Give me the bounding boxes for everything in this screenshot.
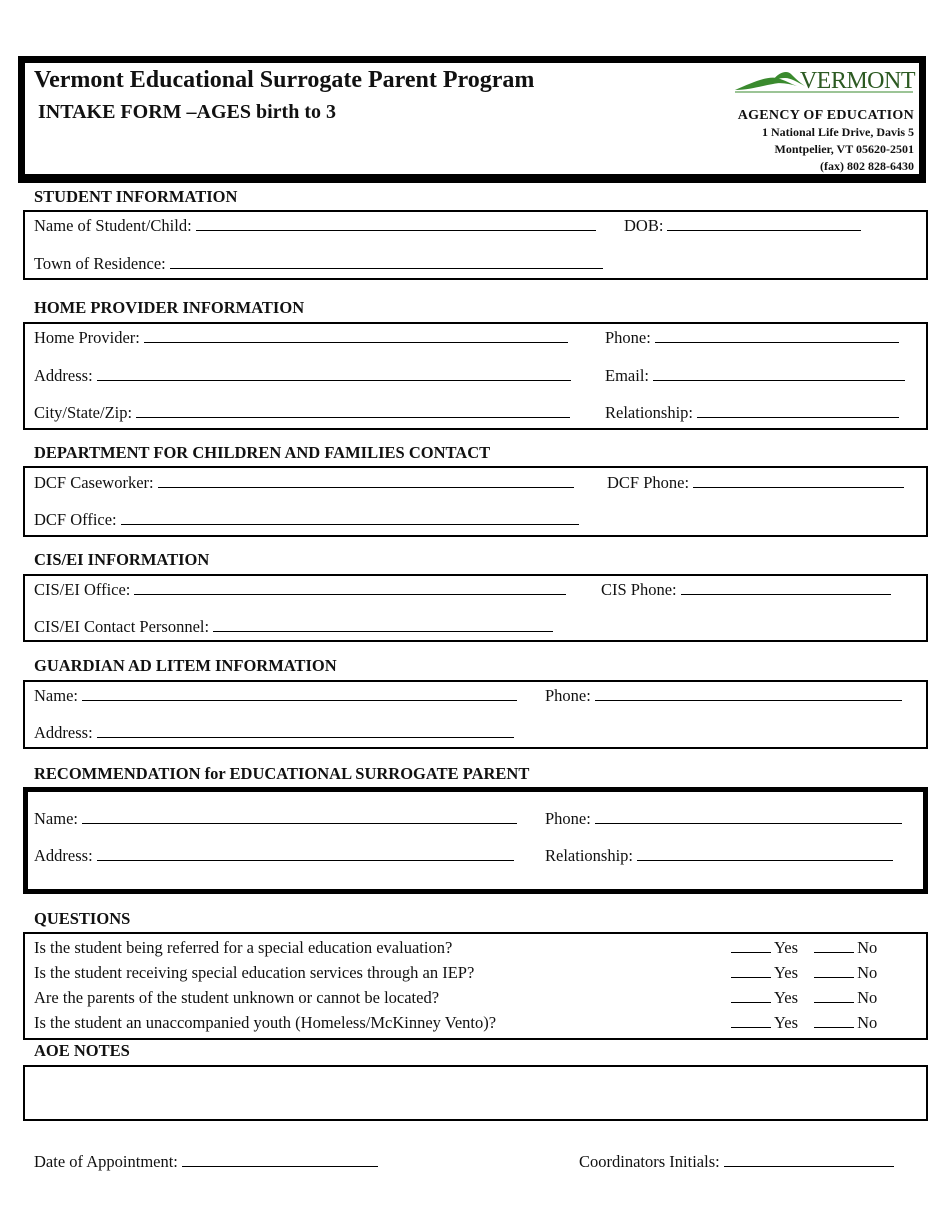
no-blank[interactable] — [814, 963, 854, 978]
yes-blank[interactable] — [731, 1013, 771, 1028]
home-phone-field[interactable] — [605, 328, 899, 348]
yes-blank[interactable] — [731, 938, 771, 953]
agency-fax: (fax) 802 828-6430 — [820, 159, 914, 173]
cis-contact-field[interactable] — [34, 617, 553, 637]
agency-address2: Montpelier, VT 05620-2501 — [774, 142, 914, 156]
gal-name-label: Name: — [34, 686, 78, 705]
home-heading: HOME PROVIDER INFORMATION — [34, 298, 305, 317]
initials-line[interactable] — [724, 1152, 894, 1167]
rec-address-label: Address: — [34, 846, 93, 865]
recommendation-box — [23, 787, 928, 894]
yes-label: Yes — [774, 1013, 799, 1032]
rec-relationship-line[interactable] — [637, 846, 893, 861]
gal-address-label: Address: — [34, 723, 93, 742]
question-answer[interactable] — [731, 938, 877, 958]
yes-blank[interactable] — [731, 988, 771, 1003]
question-answer[interactable] — [731, 1013, 877, 1033]
agency-name: AGENCY OF EDUCATION — [737, 108, 914, 123]
dcf-phone-line[interactable] — [693, 473, 904, 488]
rec-phone-label: Phone: — [545, 809, 591, 828]
initials-label: Coordinators Initials: — [579, 1152, 720, 1171]
vermont-logo — [733, 68, 915, 98]
home-address-line[interactable] — [97, 366, 571, 381]
no-label: No — [857, 1013, 878, 1032]
no-blank[interactable] — [814, 1013, 854, 1028]
dcf-phone-field[interactable] — [607, 473, 904, 493]
home-provider-field[interactable] — [34, 328, 568, 348]
cis-office-field[interactable] — [34, 580, 566, 600]
dob-label: DOB: — [624, 216, 664, 235]
cis-office-label: CIS/EI Office: — [34, 580, 131, 599]
home-address-field[interactable] — [34, 366, 571, 386]
question-answer[interactable] — [731, 963, 877, 983]
home-email-field[interactable] — [605, 366, 905, 386]
rec-name-line[interactable] — [82, 809, 517, 824]
appointment-date-field[interactable] — [34, 1152, 378, 1172]
yes-blank[interactable] — [731, 963, 771, 978]
dcf-office-field[interactable] — [34, 510, 579, 530]
dcf-caseworker-label: DCF Caseworker: — [34, 473, 154, 492]
dcf-heading: DEPARTMENT FOR CHILDREN AND FAMILIES CONTACT — [34, 443, 491, 462]
form-subtitle: INTAKE FORM –AGES birth to 3 — [38, 101, 336, 123]
rec-relationship-field[interactable] — [545, 846, 893, 866]
home-relationship-field[interactable] — [605, 403, 899, 423]
gal-address-field[interactable] — [34, 723, 514, 743]
gal-phone-field[interactable] — [545, 686, 902, 706]
form-title: Vermont Educational Surrogate Parent Program — [34, 67, 535, 93]
home-relationship-label: Relationship: — [605, 403, 693, 422]
home-address-label: Address: — [34, 366, 93, 385]
gal-phone-line[interactable] — [595, 686, 902, 701]
rec-name-field[interactable] — [34, 809, 517, 829]
home-phone-line[interactable] — [655, 328, 899, 343]
cis-contact-line[interactable] — [213, 617, 553, 632]
student-name-label: Name of Student/Child: — [34, 216, 192, 235]
home-provider-line[interactable] — [144, 328, 568, 343]
town-field[interactable] — [34, 254, 603, 274]
student-heading: STUDENT INFORMATION — [34, 187, 238, 206]
recommendation-heading: RECOMMENDATION for EDUCATIONAL SURROGATE PARENT — [34, 764, 530, 783]
cis-contact-label: CIS/EI Contact Personnel: — [34, 617, 210, 636]
rec-address-line[interactable] — [97, 846, 514, 861]
appointment-date-line[interactable] — [182, 1152, 378, 1167]
town-line[interactable] — [170, 254, 603, 269]
cis-phone-field[interactable] — [601, 580, 891, 600]
notes-heading: AOE NOTES — [34, 1041, 130, 1060]
yes-label: Yes — [774, 938, 799, 957]
dcf-phone-label: DCF Phone: — [607, 473, 690, 492]
cis-phone-line[interactable] — [681, 580, 891, 595]
rec-phone-line[interactable] — [595, 809, 902, 824]
home-city-label: City/State/Zip: — [34, 403, 133, 422]
agency-address1: 1 National Life Drive, Davis 5 — [762, 125, 914, 139]
gal-name-field[interactable] — [34, 686, 517, 706]
no-blank[interactable] — [814, 938, 854, 953]
notes-box[interactable] — [23, 1065, 928, 1121]
logo-wordmark: VERMONT — [799, 68, 915, 94]
gal-heading: GUARDIAN AD LITEM INFORMATION — [34, 656, 337, 675]
cis-office-line[interactable] — [134, 580, 566, 595]
gal-name-line[interactable] — [82, 686, 517, 701]
home-city-field[interactable] — [34, 403, 570, 423]
question-item: Is the student an unaccompanied youth (Homeless/McKinney Vento)? — [34, 1013, 497, 1032]
dob-line[interactable] — [667, 216, 861, 231]
home-relationship-line[interactable] — [697, 403, 899, 418]
town-label: Town of Residence: — [34, 254, 166, 273]
dcf-office-line[interactable] — [121, 510, 579, 525]
question-item: Are the parents of the student unknown or cannot be located? — [34, 988, 440, 1007]
rec-phone-field[interactable] — [545, 809, 902, 829]
dob-field[interactable] — [624, 216, 861, 236]
home-email-label: Email: — [605, 366, 649, 385]
yes-label: Yes — [774, 988, 799, 1007]
appointment-date-label: Date of Appointment: — [34, 1152, 178, 1171]
question-answer[interactable] — [731, 988, 877, 1008]
student-name-field[interactable] — [34, 216, 596, 236]
agency-block — [738, 107, 914, 175]
questions-heading: QUESTIONS — [34, 909, 131, 928]
question-item: Is the student being referred for a special education evaluation? — [34, 938, 453, 957]
no-label: No — [857, 938, 878, 957]
rec-name-label: Name: — [34, 809, 78, 828]
yes-label: Yes — [774, 963, 799, 982]
initials-field[interactable] — [579, 1152, 894, 1172]
dcf-office-label: DCF Office: — [34, 510, 117, 529]
gal-address-line[interactable] — [97, 723, 514, 738]
gal-phone-label: Phone: — [545, 686, 591, 705]
no-label: No — [857, 963, 878, 982]
home-email-line[interactable] — [653, 366, 905, 381]
no-blank[interactable] — [814, 988, 854, 1003]
rec-relationship-label: Relationship: — [545, 846, 633, 865]
dcf-caseworker-field[interactable] — [34, 473, 574, 493]
cis-heading: CIS/EI INFORMATION — [34, 550, 210, 569]
no-label: No — [857, 988, 878, 1007]
cis-phone-label: CIS Phone: — [601, 580, 677, 599]
home-provider-label: Home Provider: — [34, 328, 140, 347]
student-name-line[interactable] — [196, 216, 596, 231]
home-city-line[interactable] — [136, 403, 570, 418]
dcf-caseworker-line[interactable] — [158, 473, 574, 488]
question-item: Is the student receiving special education services through an IEP? — [34, 963, 475, 982]
home-phone-label: Phone: — [605, 328, 651, 347]
rec-address-field[interactable] — [34, 846, 514, 866]
